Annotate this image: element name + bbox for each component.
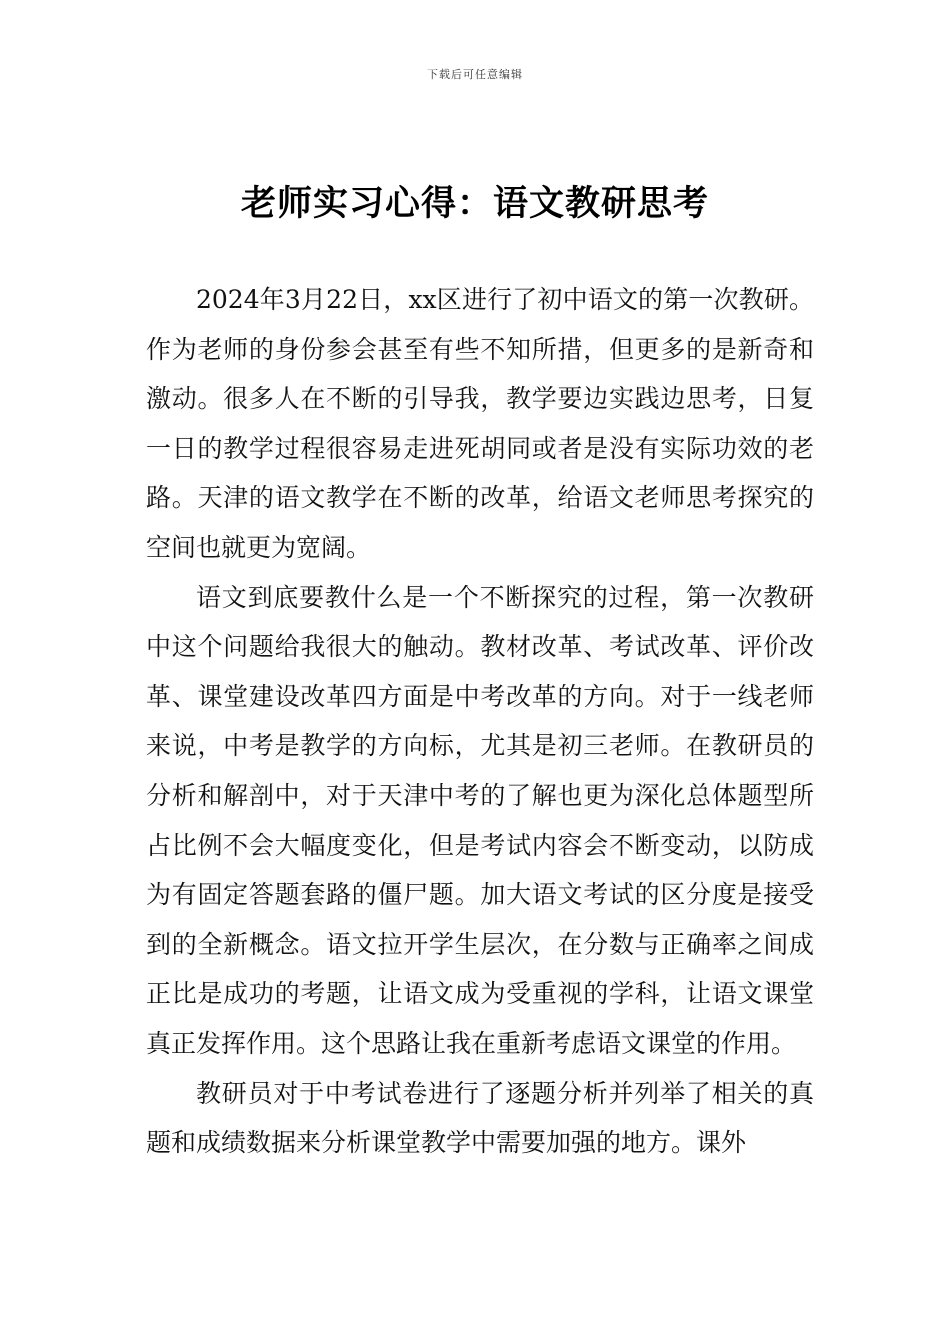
paragraph: 2024年3月22日，xx区进行了初中语文的第一次教研。作为老师的身份参会甚至有些不知所措，但更多的是新奇和激动。很多人在不断的引导我，教学要边实践边思考，日复一日的教学过程很容易走进死胡同或者是没有实际功效的老路。天津的语文教学在不断的改革，给语文老师思考探究的空间也就更为宽阔。 (146, 285, 814, 562)
document-title: 老师实习心得：语文教研思考 (240, 184, 709, 224)
paragraph: 教研员对于中考试卷进行了逐题分析并列举了相关的真题和成绩数据来分析课堂教学中需要加强的地方。课外 (146, 1078, 814, 1158)
header-note: 下载后可任意编辑 (427, 68, 523, 81)
document-body (146, 275, 814, 1168)
paragraph: 语文到底要教什么是一个不断探究的过程，第一次教研中这个问题给我很大的触动。教材改革、考试改革、评价改革、课堂建设改革四方面是中考改革的方向。对于一线老师来说，中考是教学的方向标，尤其是初三老师。在教研员的分析和解剖中，对于天津中考的了解也更为深化总体题型所占比例不会大幅度变化，但是考试内容会不断变动，以防成为有固定答题套路的僵尸题。加大语文考试的区分度是接受到的全新概念。语文拉开学生层次，在分数与正确率之间成正比是成功的考题，让语文成为受重视的学科，让语文课堂真正发挥作用。这个思路让我在重新考虑语文课堂的作用。 (146, 582, 814, 1058)
